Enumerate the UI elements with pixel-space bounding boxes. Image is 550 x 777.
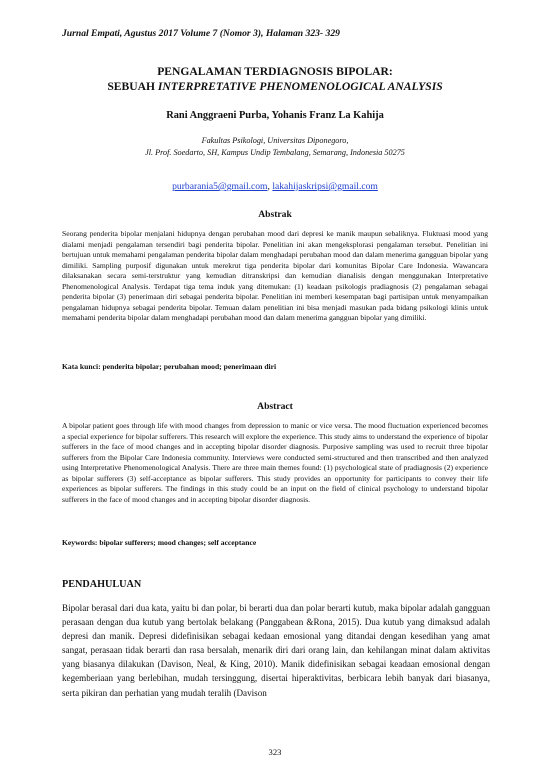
abstract-keywords [62, 538, 488, 547]
title-line-2 [40, 79, 510, 94]
affiliation [40, 135, 510, 159]
title-line-2-prefix: SEBUAH [107, 80, 158, 93]
section-body: Bipolar berasal dari dua kata, yaitu bi dan polar, bi berarti dua dan polar berarti kutub, maka bipolar adalah gangguan perasaan dengan dua kutub yang bertolak belakang (Panggabean &Rona, 2015). Dua kutub yang dimaksud adalah depresi dan manik. Depresi didefinisikan sebagai kedaan emosional yang ditandai dengan kesedihan yang amat sangat, perasaan tidak berarti dan rasa bersalah, menarik diri dari orang lain, dan kehilangan minat dalam aktivitas yang biasanya dilakukan (Davison, Neal, & King, 2010). Manik didefinisikan sebagai keadaan emosional dengan kegemberiaan yang berlebihan, mudah tersinggung, disertai hiperaktivitas, berbicara lebih banyak dari biasanya, serta pikiran dan perhatian yang mudah teralih (Davison [62, 603, 490, 698]
abstract-text: A bipolar patient goes through life with mood changes from depression to manic or vice versa. The mood fluctuation experienced becomes a special experience for bipolar sufferers. This research will explore the experience. This study aims to understand the experience of bipolar sufferers in the face of mood changes and in accepting bipolar disorder diagnosis. Purposive sampling was used to recruit three bipolar sufferers from the Bipolar Care Indonesia community. Interviews were conducted semi-structured and then transcribed and then analyzed using Interpretative Phenomenological Analysis. There are three main themes found: (1) psychological state of pradiagnosis (2) experience as bipolar sufferers (3) self-acceptance as bipolar sufferers. This study provides an opportunity for participants to convey their life experiences as bipolar sufferers. The findings in this study could be an input on the field of clinical psychology to understand bipolar sufferers in the face of mood changes and in accepting bipolar disorder diagnosis. [62, 421, 488, 504]
affiliation-line-1: Fakultas Psikologi, Universitas Diponegoro, [201, 136, 349, 145]
email-link-first[interactable]: purbarania5@gmail.com [172, 181, 268, 192]
journal-header: Jurnal Empati, Agustus 2017 Volume 7 (Nomor 3), Halaman 323- 329 [62, 28, 340, 39]
paper-title [40, 64, 510, 94]
abstrak-keywords-value: penderita bipolar; perubahan mood; penerimaan diri [102, 362, 277, 371]
abstract-heading: Abstract [257, 401, 293, 412]
title-line-1: PENGALAMAN TERDIAGNOSIS BIPOLAR: [157, 65, 393, 78]
author-list: Rani Anggraeni Purba, Yohanis Franz La Kahija [166, 110, 384, 121]
affiliation-line-2: Jl. Prof. Soedarto, SH, Kampus Undip Tembalang, Semarang, Indonesia 50275 [145, 148, 405, 157]
title-line-2-italic: INTERPRETATIVE PHENOMENOLOGICAL ANALYSIS [157, 80, 443, 93]
abstrak-text: Seorang penderita bipolar menjalani hidupnya dengan perubahan mood dari depresi ke manik maupun sebaliknya. Fluktuasi mood yang dialami menjadi pengalaman tersendiri bagi penderita bipolar. Penelitian ini akan mengeksplorasi pengalaman tersebut. Penelitian ini bertujuan untuk memahami pengalaman penderita bipolar dalam menghadapi perubahan mood dan dalam menerima gangguan bipolar yang dimiliki. Sampling purposif digunakan untuk merekrut tiga penderita bipolar dari komunitas Bipolar Care Indonesia. Wawancara dilaksanakan secara semi-terstruktur yang kemudian ditranskripsi dan kemudian dianalisis dengan menggunakan Interpretative Phenomenological Analysis. Terdapat tiga tema induk yang ditemukan: (1) keadaan psikologis pradiagnosis (2) pengalaman sebagai penderita bipolar (3) penerimaan diri sebagai penderita bipolar. Penelitian ini memberi kesempatan bagi partisipan untuk menyampaikan pengalaman hidupnya sebagai penderita bipolar. Temuan dalam penelitian ini bisa menjadi masukan pada bidang psikologi klinis untuk memahami penderita bipolar dalam menghadapi perubahan mood dan dalam menerima gangguan bipolar yang dimiliki. [62, 229, 488, 322]
abstrak-keywords [62, 362, 488, 371]
abstrak-heading: Abstrak [258, 209, 292, 220]
section-heading: PENDAHULUAN [62, 579, 142, 590]
abstract-keywords-label: Keywords: [62, 538, 100, 547]
abstrak-keywords-label: Kata kunci: [62, 362, 103, 371]
email-link-second[interactable]: lakahijaskripsi@gmail.com [272, 181, 378, 192]
page-number: 323 [268, 747, 282, 757]
email-separator: , [267, 181, 273, 192]
email-links [40, 181, 510, 192]
abstract-keywords-value: bipolar sufferers; mood changes; self acceptance [99, 538, 257, 547]
